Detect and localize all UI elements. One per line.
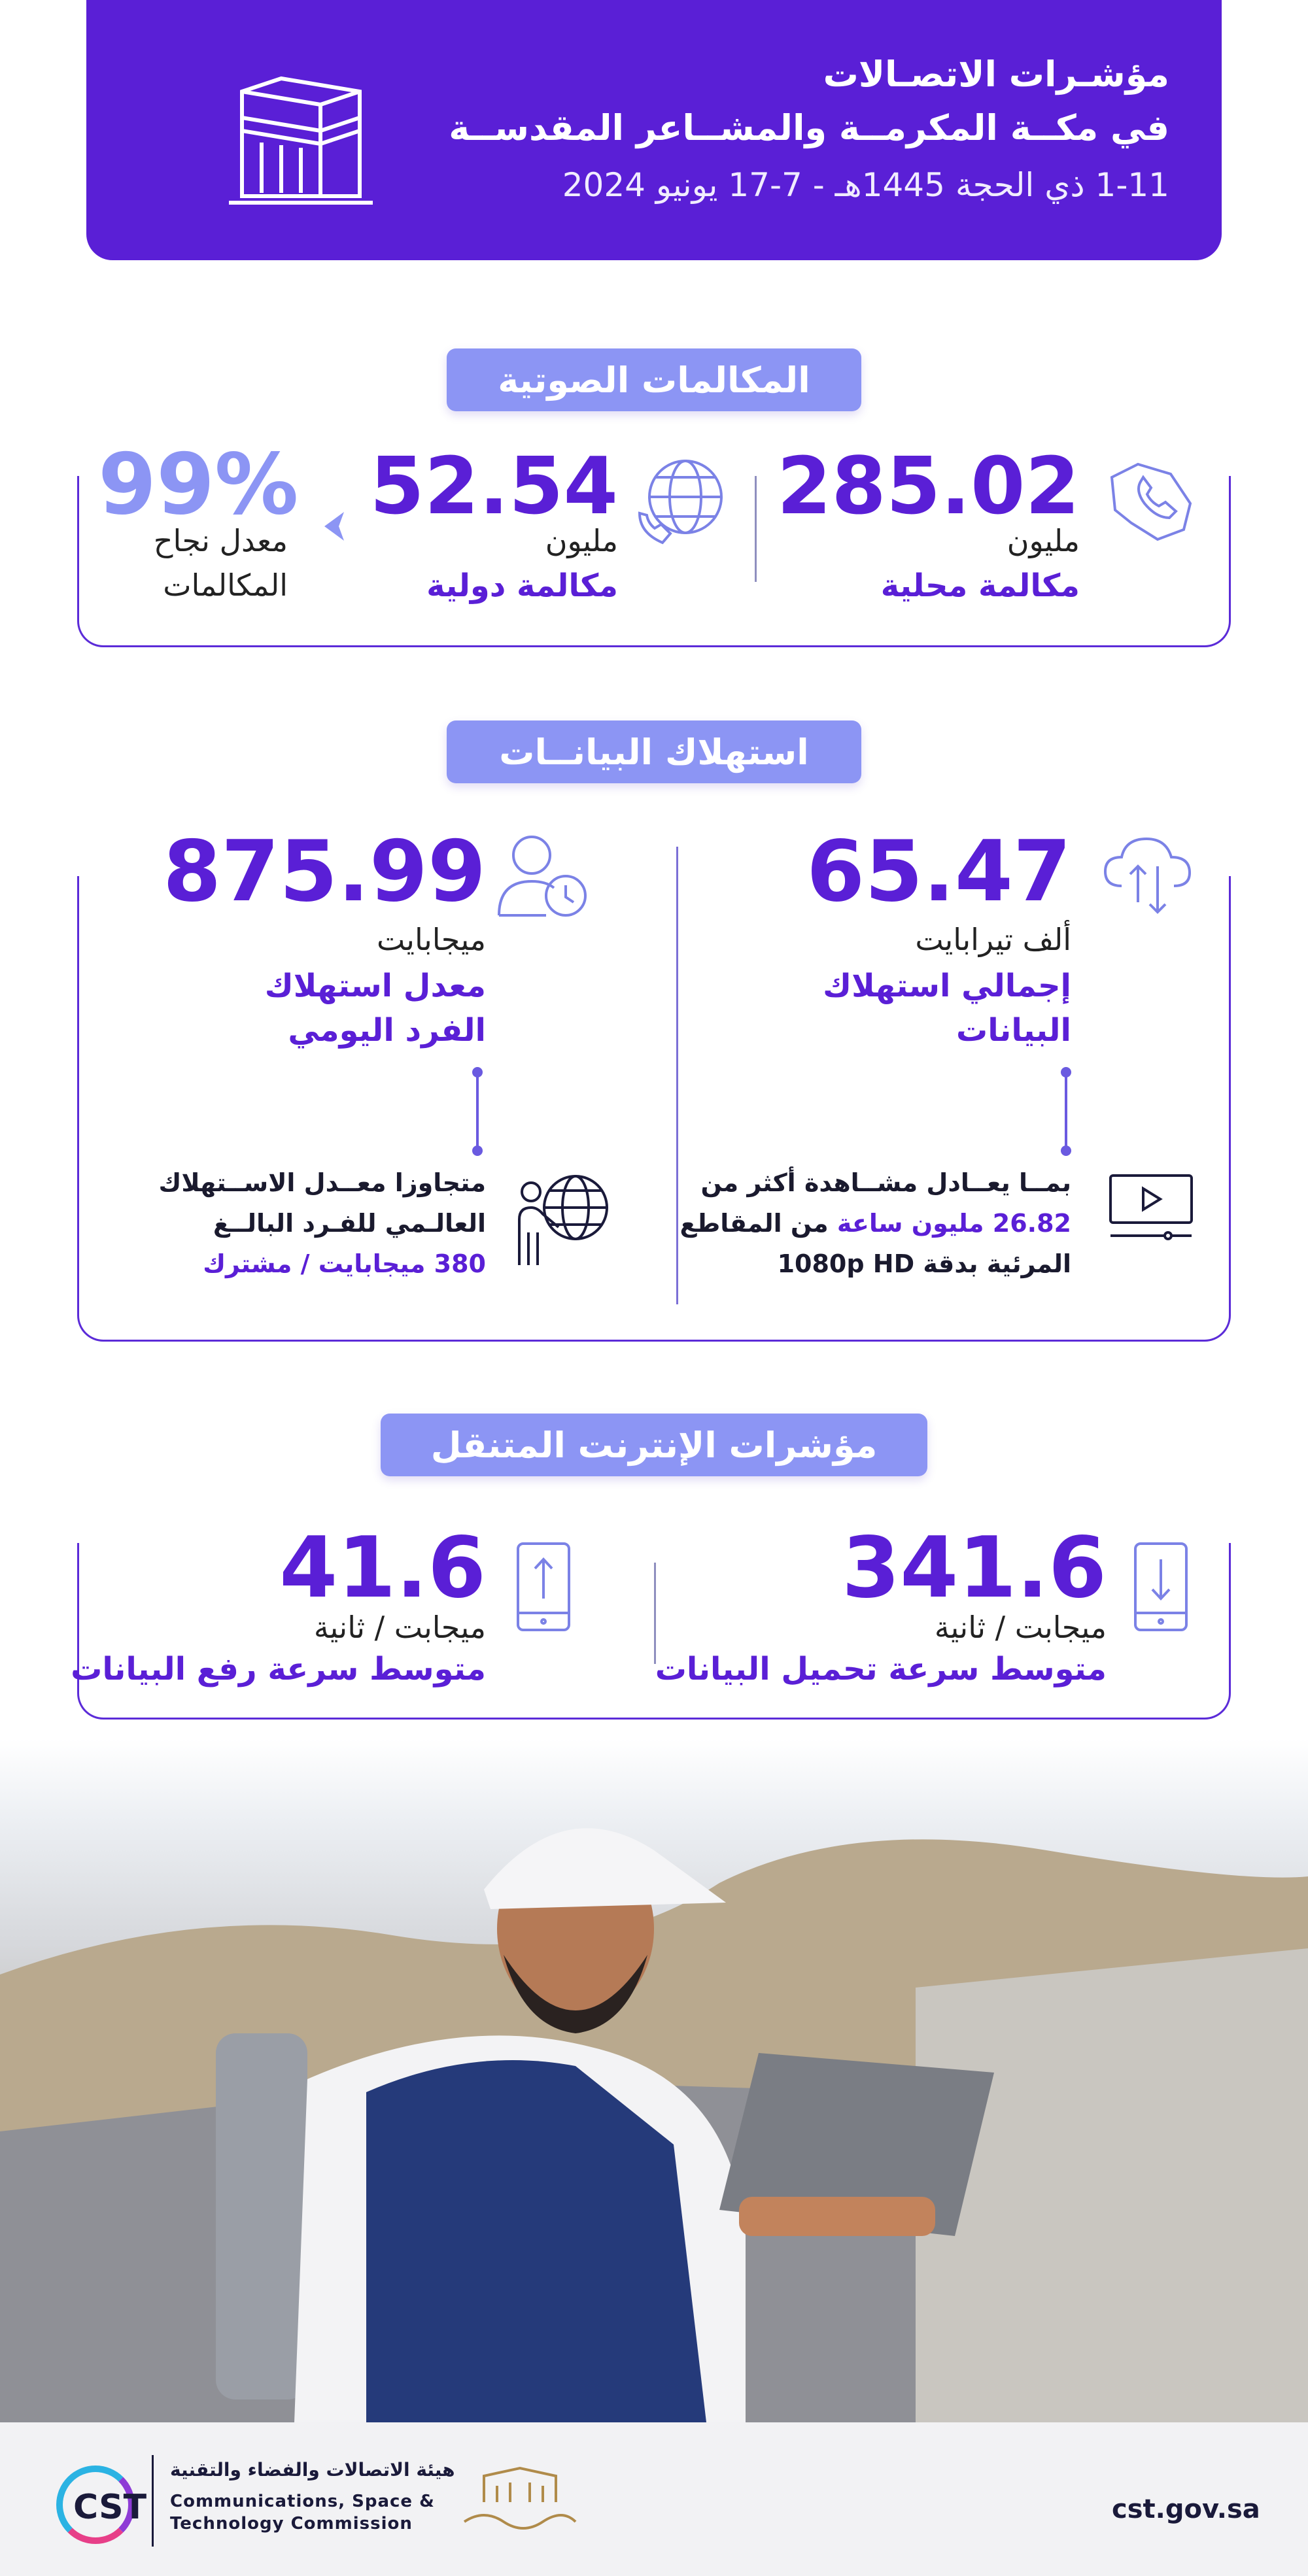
connector-dot: [1061, 1067, 1071, 1077]
cloud-transfer-icon: [1099, 830, 1197, 922]
cst-logo-text: CST: [73, 2488, 147, 2527]
success-rate-label1: معدل نجاح: [153, 523, 288, 558]
connector-line: [476, 1072, 479, 1151]
user-clock-icon: [494, 830, 592, 922]
daily-usage-unit: ميجابايت: [376, 922, 486, 957]
video-note-line1: بمــا يعــادل مشــاهدة أكثر من: [700, 1168, 1071, 1197]
local-calls-unit: مليون: [1007, 523, 1080, 558]
download-speed-label: متوسط سرعة تحميل البيانات: [655, 1651, 1107, 1687]
org-name-en-2: Technology Commission: [170, 2514, 413, 2534]
header-subtitle: في مكــة المكرمــة والمشــاعر المقدســة: [449, 107, 1169, 148]
video-note-line2-rest: من المقاطع: [680, 1209, 829, 1238]
video-note-line2: [666, 1203, 1071, 1244]
success-rate-label2: المكالمات: [163, 568, 288, 603]
phone-download-icon: [1131, 1540, 1190, 1635]
upload-speed-value: 41.6: [279, 1519, 486, 1617]
global-note-line2: العالـمي للفـرد البالــغ: [213, 1209, 486, 1238]
global-note-line1: متجاوزا معــدل الاســتهلاك: [158, 1168, 486, 1197]
person-globe-icon: [510, 1167, 615, 1272]
website-url[interactable]: cst.gov.sa: [1112, 2494, 1260, 2524]
total-usage-unit: ألف تيرابايت: [915, 922, 1071, 957]
divider: [152, 2455, 154, 2547]
divider: [755, 476, 757, 582]
download-speed-unit: ميجابت / ثانية: [934, 1610, 1107, 1645]
intl-calls-value: 52.54: [370, 441, 618, 532]
local-calls-value: 285.02: [776, 441, 1080, 532]
daily-usage-label1: معدل استهلاك: [264, 968, 486, 1004]
hajj-slogan-logo: [458, 2463, 582, 2541]
global-note-line3: 380 ميجابايت / مشترك: [203, 1249, 486, 1278]
intl-calls-label: مكالمة دولية: [426, 568, 618, 604]
header-date: 1-11 ذي الحجة 1445هـ - 7-17 يونيو 2024: [562, 166, 1169, 204]
daily-usage-label2: الفرد اليومي: [288, 1012, 486, 1049]
intl-calls-unit: مليون: [545, 523, 618, 558]
connector-dot: [472, 1145, 483, 1156]
mobile-internet-chip: مؤشرات الإنترنت المتنقل: [381, 1414, 927, 1476]
org-name-ar: هيئة الاتصالات والفضاء والتقنية: [170, 2459, 455, 2481]
video-note-line3: المرئية بدقة 1080p HD: [777, 1249, 1071, 1278]
total-usage-label1: إجمالي استهلاك: [823, 968, 1071, 1004]
total-usage-label2: البيانات: [956, 1012, 1071, 1049]
upload-speed-unit: ميجابت / ثانية: [313, 1610, 486, 1645]
divider: [654, 1563, 656, 1664]
phone-map-icon: [1092, 451, 1203, 549]
connector-dot: [1061, 1145, 1071, 1156]
header-banner: [86, 0, 1222, 260]
footer: [0, 2422, 1308, 2576]
local-calls-label: مكالمة محلية: [880, 568, 1080, 604]
connector-line: [1065, 1072, 1067, 1151]
technician-photo: [0, 1739, 1308, 2422]
voice-calls-chip: المكالمات الصوتية: [447, 348, 861, 411]
video-note-hours: 26.82 مليون ساعة: [836, 1209, 1071, 1238]
connector-dot: [472, 1067, 483, 1077]
technician-illustration: [0, 1739, 1308, 2422]
total-usage-value: 65.47: [806, 823, 1071, 921]
upload-speed-label: متوسط سرعة رفع البيانات: [71, 1651, 486, 1687]
org-name-en-1: Communications, Space &: [170, 2492, 435, 2511]
success-rate-value: 99%: [98, 436, 299, 534]
video-note: [666, 1162, 1071, 1284]
global-note: [80, 1162, 486, 1284]
kaaba-icon: [222, 65, 379, 209]
chevron-left-icon: [313, 507, 352, 546]
daily-usage-value: 875.99: [163, 823, 486, 921]
data-usage-chip: استهلاك البيانــات: [447, 720, 861, 783]
phone-upload-icon: [514, 1540, 573, 1635]
header-title: مؤشـرات الاتصـالات: [823, 54, 1169, 95]
globe-phone-icon: [633, 451, 731, 549]
video-play-icon: [1105, 1170, 1197, 1249]
download-speed-value: 341.6: [842, 1519, 1107, 1617]
